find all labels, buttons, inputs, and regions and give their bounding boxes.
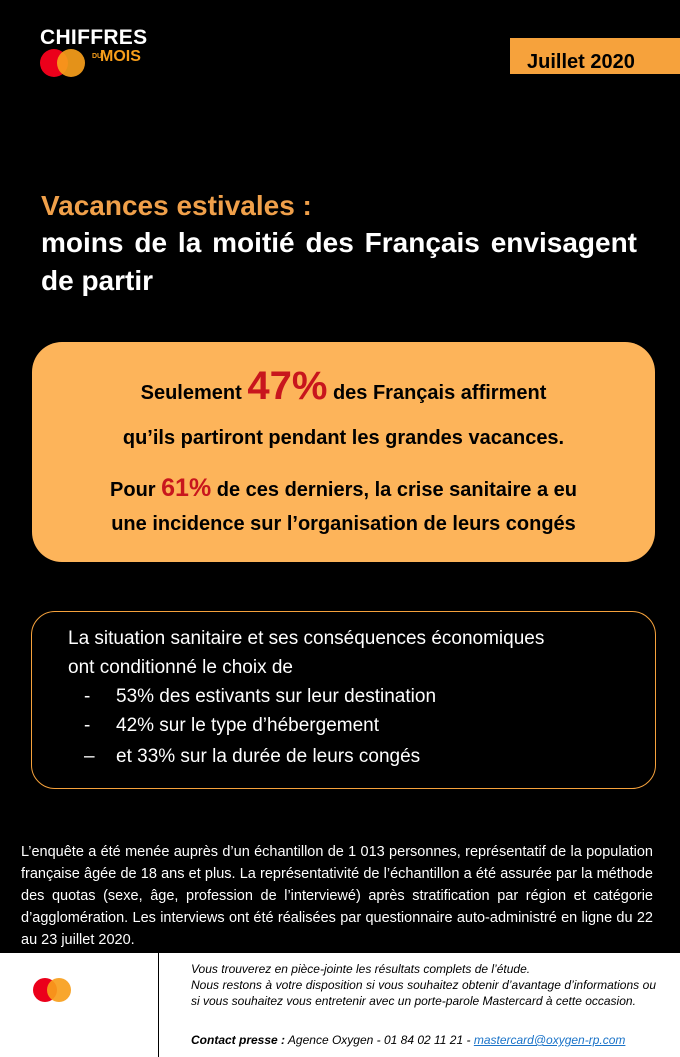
highlight-box	[32, 342, 655, 562]
highlight-line-1	[32, 364, 655, 409]
mastercard-yellow-circle-icon	[57, 49, 85, 77]
date-badge	[510, 38, 680, 74]
logo-title: CHIFFRES	[40, 26, 148, 49]
logo-row	[40, 49, 147, 77]
press-contact-email-link[interactable]: mastercard@oxygen-rp.com	[473, 1033, 626, 1047]
headline	[41, 188, 637, 300]
date-badge-label: Juillet 2020	[527, 51, 635, 73]
press-contact	[191, 1033, 625, 1047]
list-item-dash: -	[84, 686, 91, 707]
details-intro-1: La situation sanitaire et ses conséquences économiques	[68, 628, 545, 649]
methodology-text: L’enquête a été menée auprès d’un échantillon de 1 013 personnes, représentatif de la population française âgée de 18 ans et plus. La représentativité de l’échantillon a été assurée par la méthode des quotas (sexe, âge, profession de l’interviewé) après stratification par région et catégorie d’agglomération. Les interviews ont été réalisées par questionnaire auto-administré en ligne du 22 au 23 juillet 2020.	[21, 844, 653, 948]
logo-du: DU	[92, 53, 103, 60]
footer-text	[191, 961, 656, 1009]
highlight-line-3-post: de ces derniers, la crise sanitaire a eu	[211, 479, 577, 501]
footer-attachment-note: Vous trouverez en pièce-jointe les résultats complets de l’étude.	[191, 962, 531, 976]
list-item: 42% sur le type d’hébergement	[116, 715, 379, 736]
chiffres-du-mois-logo	[40, 27, 147, 77]
list-item-dash: –	[84, 746, 95, 767]
highlight-line-2: qu’ils partiront pendant les grandes vacances.	[122, 427, 565, 449]
highlight-line-1-pre: Seulement	[140, 382, 248, 404]
highlight-line-3	[32, 474, 655, 503]
highlight-line-4: une incidence sur l’organisation de leurs congés	[111, 513, 576, 535]
mastercard-yellow-circle-icon	[47, 978, 71, 1002]
list-item-dash: -	[84, 715, 91, 736]
highlight-line-1-post: des Français affirment	[327, 382, 547, 404]
details-box	[31, 611, 656, 789]
press-contact-label: Contact presse :	[191, 1033, 286, 1047]
mastercard-logo-icon	[33, 978, 73, 1002]
details-intro-2: ont conditionné le choix de	[68, 657, 293, 678]
footer	[0, 953, 680, 1057]
footer-divider	[158, 953, 159, 1057]
press-contact-text: Agence Oxygen - 01 84 02 11 21 -	[285, 1033, 474, 1047]
footer-availability-note: Nous restons à votre disposition si vous souhaitez obtenir d’avantage d’informations ou si vous souhaitez vous entretenir avec un porte-parole Mastercard à cette occasion.	[191, 978, 656, 1008]
list-item: 53% des estivants sur leur destination	[116, 686, 437, 707]
stat-61-percent: 61%	[161, 474, 212, 502]
logo-mois: MOIS	[100, 48, 141, 65]
highlight-line-3-pre: Pour	[110, 479, 162, 501]
stat-47-percent: 47%	[247, 364, 328, 408]
list-item: et 33% sur la durée de leurs congés	[116, 746, 421, 767]
headline-white: moins de la moitié des Français envisagent de partir	[41, 227, 637, 296]
headline-orange: Vacances estivales :	[41, 190, 312, 221]
